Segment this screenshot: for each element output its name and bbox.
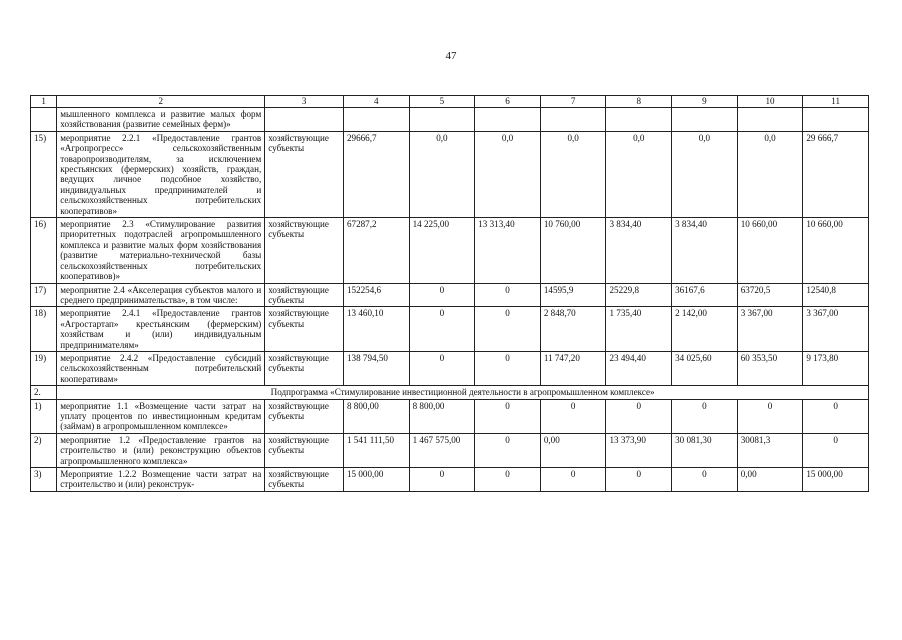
amount-cell: 0,0 (540, 131, 606, 217)
amount-cell: 63720,5 (737, 283, 803, 307)
executor (265, 108, 344, 132)
amount-cell: 0 (737, 399, 803, 433)
amount-cell (606, 108, 672, 132)
amount-cell (540, 108, 606, 132)
amount-cell: 1 541 111,50 (343, 433, 409, 467)
amount-cell: 0,0 (409, 131, 475, 217)
column-header: 3 (265, 96, 344, 108)
measure-description: мероприятие 1.2 «Предоставление грантов на строительство и (или) реконструкцию объектов агропромышленного комплекса» (57, 433, 265, 467)
amount-cell: 3 834,40 (606, 218, 672, 283)
amount-cell: 60 353,50 (737, 351, 803, 385)
amount-cell: 0 (475, 468, 541, 492)
amount-cell: 14 225,00 (409, 218, 475, 283)
measure-description: мышленного комплекса и развитие малых форм хозяйствования (развитие семейных ферм)» (57, 108, 265, 132)
row-number: 17) (31, 283, 57, 307)
amount-cell: 34 025,60 (672, 351, 738, 385)
table-row (31, 108, 869, 132)
amount-cell: 0 (540, 399, 606, 433)
column-header: 1 (31, 96, 57, 108)
amount-cell (409, 108, 475, 132)
row-number (31, 108, 57, 132)
amount-cell: 0 (475, 307, 541, 352)
amount-cell: 0 (409, 283, 475, 307)
amount-cell: 9 173,80 (803, 351, 869, 385)
amount-cell: 25229,8 (606, 283, 672, 307)
amount-cell: 0 (803, 399, 869, 433)
table-row (31, 307, 869, 352)
subprogram-title: Подпрограмма «Стимулирование инвестиционной деятельности в агропромышленном комплексе» (57, 386, 869, 399)
amount-cell: 0 (672, 399, 738, 433)
table-row (31, 351, 869, 385)
amount-cell (803, 108, 869, 132)
amount-cell: 13 373,90 (606, 433, 672, 467)
amount-cell: 30081,3 (737, 433, 803, 467)
amount-cell: 30 081,30 (672, 433, 738, 467)
table-row (31, 218, 869, 283)
amount-cell: 0,0 (606, 131, 672, 217)
column-header: 9 (672, 96, 738, 108)
column-number-row (31, 96, 869, 108)
column-header: 4 (343, 96, 409, 108)
amount-cell: 0,0 (737, 131, 803, 217)
amount-cell: 12540,8 (803, 283, 869, 307)
subprogram-row (31, 386, 869, 399)
amount-cell: 0 (409, 468, 475, 492)
executor: хозяйствующие субъекты (265, 131, 344, 217)
amount-cell: 0 (803, 433, 869, 467)
amount-cell: 15 000,00 (343, 468, 409, 492)
column-header: 8 (606, 96, 672, 108)
measure-description: мероприятие 2.4.1 «Предоставление грантов «Агростартап» крестьянским (фермерским) хозяйствам и (или) индивидуальным предпринимателям» (57, 307, 265, 352)
amount-cell: 0,0 (672, 131, 738, 217)
amount-cell: 152254,6 (343, 283, 409, 307)
row-number: 2) (31, 433, 57, 467)
amount-cell (475, 108, 541, 132)
executor: хозяйствующие субъекты (265, 307, 344, 352)
column-header: 6 (475, 96, 541, 108)
row-number: 18) (31, 307, 57, 352)
amount-cell: 0,0 (475, 131, 541, 217)
amount-cell: 1 735,40 (606, 307, 672, 352)
amount-cell: 0 (409, 351, 475, 385)
amount-cell: 0 (475, 351, 541, 385)
amount-cell: 8 800,00 (409, 399, 475, 433)
measure-description: мероприятие 1.1 «Возмещение части затрат на уплату процентов по инвестиционным кредитам (займам) в агропромышленном комплексе» (57, 399, 265, 433)
amount-cell (672, 108, 738, 132)
measure-description: мероприятие 2.2.1 «Предоставление грантов «Агропрогресс» сельскохозяйственным товаропроизводителям, за исключением крестьянских (фермерских) хозяйств, граждан, ведущих личное подсобное хозяйство, индивидуальных предпринимателей и сельскохозяйственных потребительских кооперативов» (57, 131, 265, 217)
amount-cell: 10 760,00 (540, 218, 606, 283)
table-row (31, 468, 869, 492)
amount-cell: 8 800,00 (343, 399, 409, 433)
amount-cell: 0,00 (737, 468, 803, 492)
amount-cell: 0 (606, 468, 672, 492)
measure-description: мероприятие 2.4 «Акселерация субъектов малого и среднего предпринимательства», в том числе: (57, 283, 265, 307)
amount-cell: 10 660,00 (737, 218, 803, 283)
measure-description: мероприятие 2.3 «Стимулирование развития приоритетных подотраслей агропромышленного комплекса и развитие малых форм хозяйствования (развитие материально-технической базы сельскохозяйственных потребительских кооперативов)» (57, 218, 265, 283)
amount-cell: 3 367,00 (737, 307, 803, 352)
executor: хозяйствующие субъекты (265, 218, 344, 283)
amount-cell: 0,00 (540, 433, 606, 467)
column-header: 7 (540, 96, 606, 108)
table-row (31, 131, 869, 217)
page-number: 47 (445, 50, 457, 62)
row-number: 15) (31, 131, 57, 217)
amount-cell: 15 000,00 (803, 468, 869, 492)
funding-table (30, 95, 869, 492)
column-header: 10 (737, 96, 803, 108)
amount-cell: 0 (606, 399, 672, 433)
amount-cell: 0 (540, 468, 606, 492)
row-number: 16) (31, 218, 57, 283)
amount-cell: 14595,9 (540, 283, 606, 307)
amount-cell: 2 848,70 (540, 307, 606, 352)
amount-cell: 67287,2 (343, 218, 409, 283)
measure-description: мероприятие 2.4.2 «Предоставление субсидий сельскохозяйственным потребительский кооперативам» (57, 351, 265, 385)
amount-cell: 11 747,20 (540, 351, 606, 385)
table-body (31, 108, 869, 492)
amount-cell: 29666,7 (343, 131, 409, 217)
amount-cell: 13 313,40 (475, 218, 541, 283)
row-number: 3) (31, 468, 57, 492)
table-row (31, 433, 869, 467)
amount-cell: 36167,6 (672, 283, 738, 307)
amount-cell: 1 467 575,00 (409, 433, 475, 467)
amount-cell: 3 367,00 (803, 307, 869, 352)
subprogram-number: 2. (31, 386, 57, 399)
table-row (31, 283, 869, 307)
amount-cell: 0 (475, 433, 541, 467)
amount-cell: 3 834,40 (672, 218, 738, 283)
table-row (31, 399, 869, 433)
amount-cell: 10 660,00 (803, 218, 869, 283)
amount-cell: 138 794,50 (343, 351, 409, 385)
amount-cell (343, 108, 409, 132)
column-header: 11 (803, 96, 869, 108)
amount-cell: 0 (672, 468, 738, 492)
executor: хозяйствующие субъекты (265, 283, 344, 307)
measure-description: Мероприятие 1.2.2 Возмещение части затрат на строительство и (или) реконструк- (57, 468, 265, 492)
executor: хозяйствующие субъекты (265, 468, 344, 492)
executor: хозяйствующие субъекты (265, 351, 344, 385)
amount-cell: 23 494,40 (606, 351, 672, 385)
executor: хозяйствующие субъекты (265, 433, 344, 467)
row-number: 19) (31, 351, 57, 385)
executor: хозяйствующие субъекты (265, 399, 344, 433)
amount-cell: 0 (475, 399, 541, 433)
column-header: 2 (57, 96, 265, 108)
amount-cell: 29 666,7 (803, 131, 869, 217)
amount-cell: 2 142,00 (672, 307, 738, 352)
amount-cell: 0 (475, 283, 541, 307)
amount-cell (737, 108, 803, 132)
amount-cell: 0 (409, 307, 475, 352)
amount-cell: 13 460,10 (343, 307, 409, 352)
column-header: 5 (409, 96, 475, 108)
row-number: 1) (31, 399, 57, 433)
